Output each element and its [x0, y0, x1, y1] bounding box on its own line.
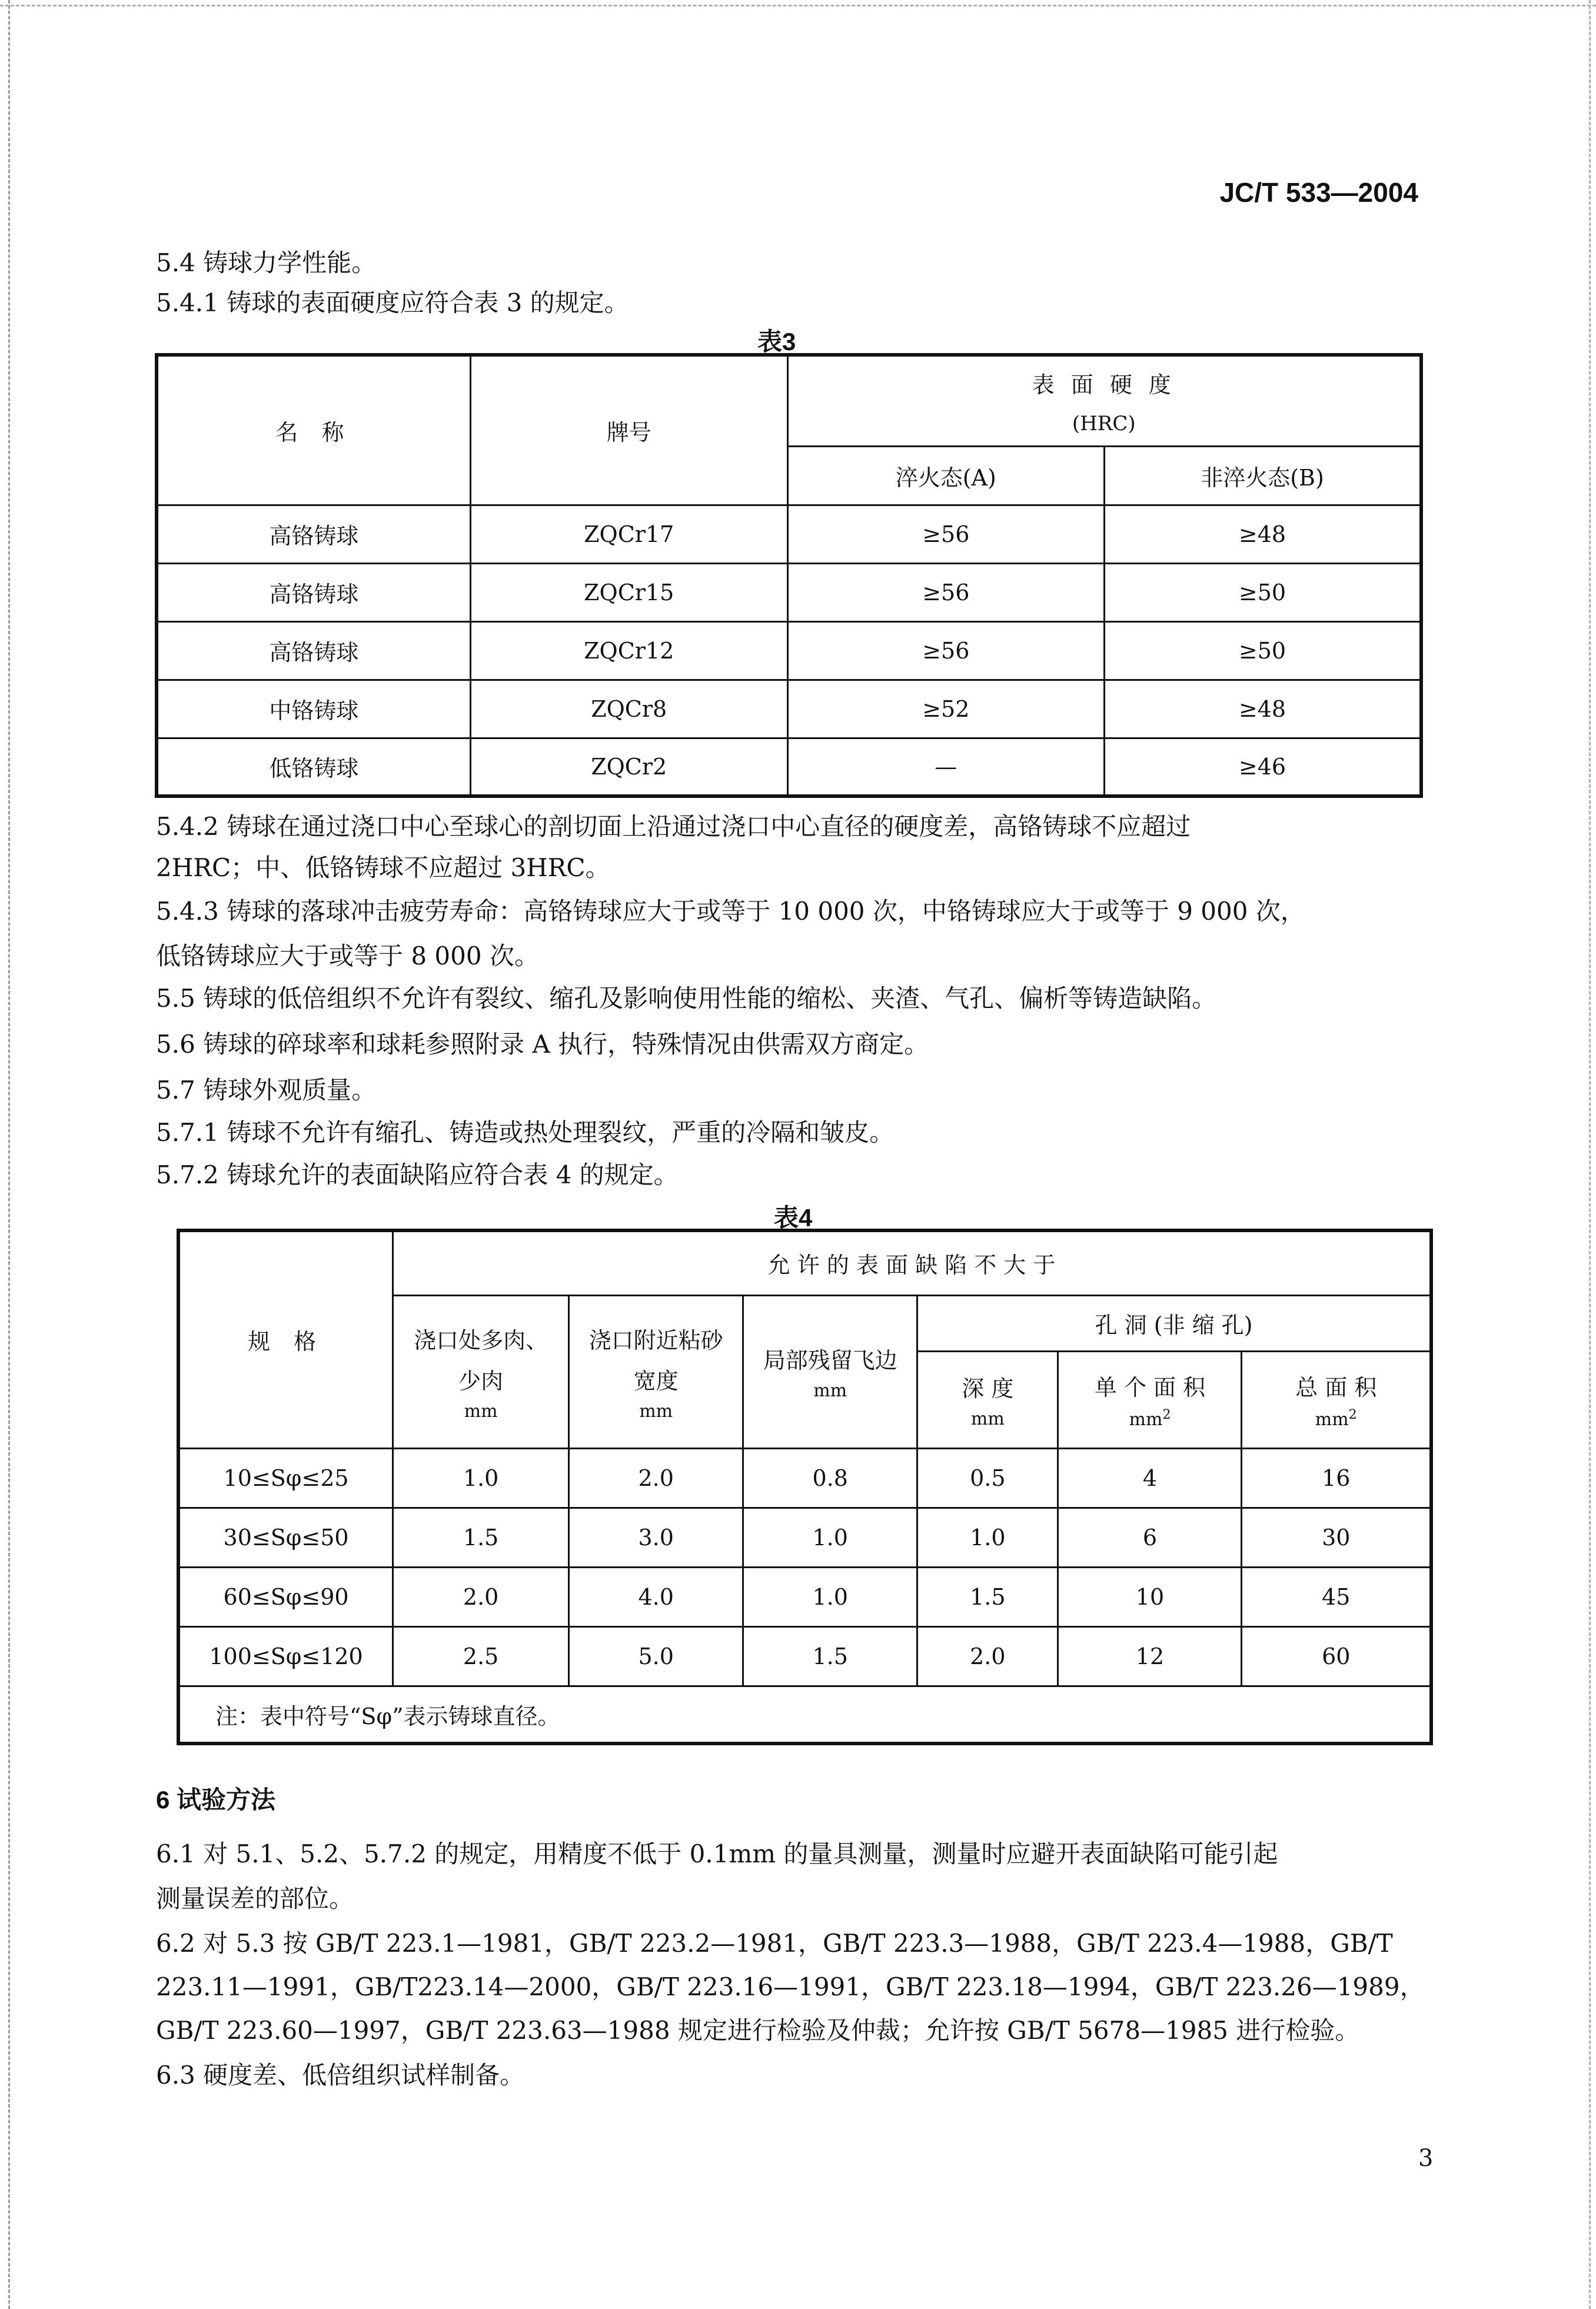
- table3: [155, 353, 1423, 798]
- table4-header-gate-flesh: 浇口处多肉、 少肉 mm: [393, 1295, 569, 1448]
- section-5-7-1: 5.7.1 铸球不允许有缩孔、铸造或热处理裂纹，严重的冷隔和皱皮。: [156, 1118, 895, 1147]
- table4: [177, 1229, 1433, 1745]
- table4-header-flash: 局部残留飞边 mm: [743, 1295, 917, 1448]
- table-row: 高铬铸球 ZQCr15 ≥56 ≥50: [157, 563, 1421, 621]
- section-5-4-3-line1: 5.4.3 铸球的落球冲击疲劳寿命：高铬铸球应大于或等于 10 000 次，中铬铸球应大于或等于 9 000 次，: [156, 897, 1305, 926]
- scan-border-right: [1589, 0, 1591, 2309]
- section-5-7-2: 5.7.2 铸球允许的表面缺陷应符合表 4 的规定。: [156, 1160, 679, 1189]
- table-row: 10≤Sφ≤25 1.0 2.0 0.8 0.5 4 16: [178, 1448, 1431, 1508]
- table4-caption: 表4: [774, 1204, 813, 1232]
- section-5-4-2-line2: 2HRC；中、低铬铸球不应超过 3HRC。: [156, 853, 610, 882]
- section-6-1-line1: 6.1 对 5.1、5.2、5.7.2 的规定，用精度不低于 0.1mm 的量具测量，测量时应避开表面缺陷可能引起: [156, 1839, 1278, 1868]
- table4-header-allowed: 允 许 的 表 面 缺 陷 不 大 于: [393, 1230, 1431, 1295]
- section-5-4-2-line1: 5.4.2 铸球在通过浇口中心至球心的剖切面上沿通过浇口中心直径的硬度差，高铬铸球不应超过: [156, 812, 1191, 841]
- section-5-6: 5.6 铸球的碎球率和球耗参照附录 A 执行，特殊情况由供需双方商定。: [156, 1030, 929, 1059]
- table4-header-holes: 孔 洞 (非 缩 孔): [917, 1295, 1431, 1351]
- page-number: 3: [1418, 2145, 1434, 2172]
- scan-border-top: [0, 5, 1596, 6]
- table4-header-spec: 规 格: [178, 1230, 393, 1448]
- scan-border-left: [8, 0, 10, 2309]
- table4-header-single-area: 单 个 面 积 $mm^2$: [1058, 1351, 1242, 1448]
- table-row: 30≤Sφ≤50 1.5 3.0 1.0 1.0 6 30: [178, 1508, 1431, 1567]
- table-row: 100≤Sφ≤120 2.5 5.0 1.5 2.0 12 60: [178, 1626, 1431, 1686]
- section-6-2-line1: 6.2 对 5.3 按 GB/T 223.1—1981，GB/T 223.2—1981，GB/T 223.3—1988，GB/T 223.4—1988，GB/T: [156, 1929, 1393, 1958]
- section-5-4-1: 5.4.1 铸球的表面硬度应符合表 3 的规定。: [156, 288, 629, 317]
- table-row: 60≤Sφ≤90 2.0 4.0 1.0 1.5 10 45: [178, 1567, 1431, 1626]
- table4-header-gate-sand: 浇口附近粘砂 宽度 mm: [569, 1295, 743, 1448]
- table-row: 高铬铸球 ZQCr12 ≥56 ≥50: [157, 621, 1421, 680]
- table3-header-hardness: 表 面 硬 度 (HRC): [787, 355, 1421, 446]
- section-5-4-3-line2: 低铬铸球应大于或等于 8 000 次。: [156, 941, 539, 970]
- section-6-1-line2: 测量误差的部位。: [156, 1884, 354, 1913]
- section-6-2-line2: 223.11—1991，GB/T223.14—2000，GB/T 223.16—1991，GB/T 223.18—1994，GB/T 223.26—1989，: [156, 1972, 1425, 2001]
- table4-note: 注：表中符号“Sφ”表示铸球直径。: [178, 1686, 1431, 1744]
- table-row: 中铬铸球 ZQCr8 ≥52 ≥48: [157, 680, 1421, 738]
- table4-header-total-area: 总 面 积 $mm^2$: [1242, 1351, 1431, 1448]
- table4-header-depth: 深 度 mm: [917, 1351, 1058, 1448]
- table3-header-grade: 牌号: [470, 355, 787, 505]
- section-5-7: 5.7 铸球外观质量。: [156, 1076, 377, 1104]
- section-6-3: 6.3 硬度差、低倍组织试样制备。: [156, 2061, 525, 2090]
- section-6-2-line3: GB/T 223.60—1997，GB/T 223.63—1988 规定进行检验及仲裁；允许按 GB/T 5678—1985 进行检验。: [156, 2016, 1360, 2045]
- section-5-5: 5.5 铸球的低倍组织不允许有裂纹、缩孔及影响使用性能的缩松、夹渣、气孔、偏析等铸造缺陷。: [156, 984, 1217, 1013]
- table-row: 低铬铸球 ZQCr2 — ≥46: [157, 738, 1421, 796]
- table3-header-name: 名 称: [157, 355, 470, 505]
- section-6-heading: 6 试验方法: [156, 1786, 276, 1814]
- table3-caption: 表3: [757, 328, 796, 355]
- section-5-4: 5.4 铸球力学性能。: [156, 248, 377, 277]
- table3-header-quenched: 淬火态(A): [787, 446, 1104, 505]
- table-row: 高铬铸球 ZQCr17 ≥56 ≥48: [157, 505, 1421, 563]
- table3-header-non-quenched: 非淬火态(B): [1105, 446, 1421, 505]
- standard-code: JC/T 533—2004: [1219, 177, 1418, 208]
